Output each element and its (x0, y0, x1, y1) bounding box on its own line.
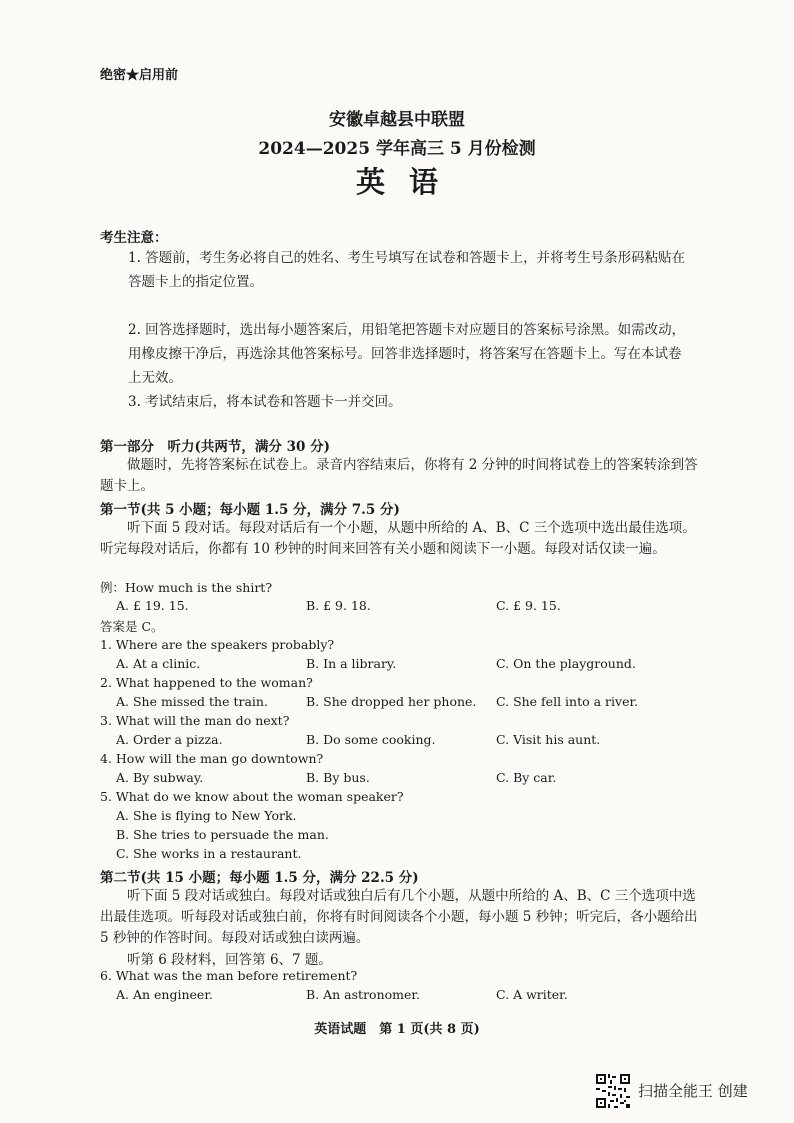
section1-heading: 第一节(共 5 小题；每小题 1.5 分，满分 7.5 分) (100, 502, 400, 518)
q4-option-b: B. By bus. (306, 770, 370, 785)
part1-heading: 第一部分 听力(共两节，满分 30 分) (100, 439, 330, 455)
notice-heading: 考生注意： (100, 230, 168, 246)
scanner-watermark: 扫描全能王 创建 (638, 1082, 748, 1100)
listen-instruction: 听第 6 段材料，回答第 6、7 题。 (127, 952, 332, 968)
q3-option-b: B. Do some cooking. (306, 732, 436, 747)
q5-option-a: A. She is flying to New York. (116, 808, 297, 823)
q1-option-c: C. On the playground. (496, 656, 636, 671)
q2-option-a: A. She missed the train. (116, 694, 268, 709)
q5-option-c: C. She works in a restaurant. (116, 846, 302, 861)
q2-option-c: C. She fell into a river. (496, 694, 639, 709)
question-3: 3. What will the man do next? (100, 713, 290, 728)
q6-option-a: A. An engineer. (116, 987, 213, 1002)
notice-item-2: 2. 回答选择题时，选出每小题答案后，用铅笔把答题卡对应题目的答案标号涂黑。如需改动，用橡皮擦干净后，再选涂其他答案标号。回答非选择题时，将答案写在答题卡上。写在本试卷上无效。 (128, 322, 686, 386)
q6-option-c: C. A writer. (496, 987, 568, 1002)
question-2: 2. What happened to the woman? (100, 675, 313, 690)
example-option-c: C. £ 9. 15. (496, 598, 561, 613)
q4-option-a: A. By subway. (116, 770, 204, 785)
confidential-label: 绝密★启用前 (100, 68, 179, 83)
q6-option-b: B. An astronomer. (306, 987, 420, 1002)
section2-heading: 第二节(共 15 小题；每小题 1.5 分，满分 22.5 分) (100, 870, 419, 886)
question-5: 5. What do we know about the woman speaker? (100, 789, 404, 804)
q1-option-b: B. In a library. (306, 656, 397, 671)
org-title: 安徽卓越县中联盟 (329, 110, 465, 130)
question-4: 4. How will the man go downtown? (100, 751, 324, 766)
page-footer: 英语试题 第 1 页(共 8 页) (314, 1022, 480, 1037)
example-answer: 答案是 C。 (100, 619, 164, 634)
q1-option-a: A. At a clinic. (116, 656, 201, 671)
q4-option-c: C. By car. (496, 770, 557, 785)
question-1: 1. Where are the speakers probably? (100, 637, 335, 652)
example-option-a: A. £ 19. 15. (116, 598, 189, 613)
q3-option-c: C. Visit his aunt. (496, 732, 601, 747)
part1-intro: 做题时，先将答案标在试卷上。录音内容结束后，你将有 2 分钟的时间将试卷上的答案转涂到答题卡上。 (100, 457, 698, 494)
question-6: 6. What was the man before retirement? (100, 968, 358, 983)
notice-item-1: 1. 答题前，考生务必将自己的姓名、考生号填写在试卷和答题卡上，并将考生号条形码粘贴在答题卡上的指定位置。 (128, 250, 686, 290)
section2-intro: 听下面 5 段对话或独白。每段对话或独白后有几个小题，从题中所给的 A、B、C 三个选项中选出最佳选项。听每段对话或独白前，你将有时间阅读各个小题，每小题 5 秒钟；听完后，各小题给出 5 秒钟的作答时间。每段对话或独白读两遍。 (100, 888, 698, 946)
example-option-b: B. £ 9. 18. (306, 598, 371, 613)
qr-code-icon (596, 1074, 630, 1108)
q2-option-b: B. She dropped her phone. (306, 694, 477, 709)
subject-title: 英语 (355, 165, 462, 199)
exam-title: 2024—2025 学年高三 5 月份检测 (258, 139, 536, 159)
q3-option-a: A. Order a pizza. (116, 732, 223, 747)
section1-intro: 听下面 5 段对话。每段对话后有一个小题，从题中所给的 A、B、C 三个选项中选出最佳选项。听完每段对话后，你都有 10 秒钟的时间来回答有关小题和阅读下一小题。每段对话仅读一遍。 (100, 520, 696, 557)
example-question: 例：How much is the shirt? (100, 580, 273, 595)
notice-item-3: 3. 考试结束后，将本试卷和答题卡一并交回。 (128, 394, 402, 410)
q5-option-b: B. She tries to persuade the man. (116, 827, 329, 842)
